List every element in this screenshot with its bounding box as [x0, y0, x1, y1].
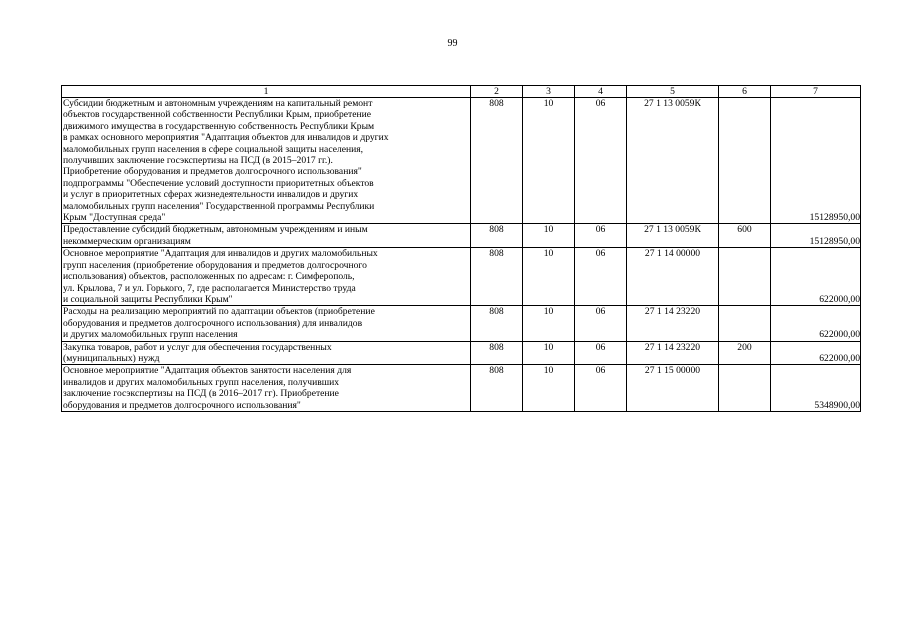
ministry-code: 808	[471, 248, 523, 306]
ministry-code: 808	[471, 341, 523, 365]
expenditure-name: Субсидии бюджетным и автономным учреждениям на капитальный ремонт объектов государственной собственности Республики Крым, приобретение движимого имущества в государственную собственность Республики Крым в рамках основного мероприятия "Адаптация объектов для инвалидов и других маломобильных групп населения в сфере социальной защиты населения, получивших заключение госэкспертизы на ПСД (в 2015–2017 гг.). Приобретение оборудования и предметов долгосрочного использования" подпрограммы "Обеспечение условий доступности приоритетных объектов и услуг в приоритетных сферах жизнедеятельности инвалидов и других маломобильных групп населения" Государственной программы Республики Крым "Доступная среда"	[62, 98, 471, 224]
table-row	[62, 341, 861, 365]
section-code: 10	[523, 98, 575, 224]
page-number: 99	[447, 38, 458, 49]
section-code: 10	[523, 365, 575, 412]
ministry-code: 808	[471, 224, 523, 248]
table-row	[62, 248, 861, 306]
subsection-code: 06	[575, 248, 627, 306]
amount-value: 622000,00	[771, 306, 861, 341]
column-header: 7	[771, 86, 861, 98]
ministry-code: 808	[471, 98, 523, 224]
amount-value: 622000,00	[771, 248, 861, 306]
column-header: 3	[523, 86, 575, 98]
ministry-code: 808	[471, 365, 523, 412]
expenditure-name: Закупка товаров, работ и услуг для обеспечения государственных (муниципальных) нужд	[62, 341, 471, 365]
table-row	[62, 98, 861, 224]
expense-type-code: 600	[719, 224, 771, 248]
table-row	[62, 224, 861, 248]
amount-value: 15128950,00	[771, 98, 861, 224]
column-header: 2	[471, 86, 523, 98]
expense-type-code	[719, 248, 771, 306]
amount-value: 5348900,00	[771, 365, 861, 412]
expense-type-code: 200	[719, 341, 771, 365]
expenditure-name: Основное мероприятие "Адаптация объектов занятости населения для инвалидов и других маломобильных групп населения, получивших заключение госэкспертизы на ПСД (в 2016–2017 гг). Приобретение оборудования и предметов долгосрочного использования"	[62, 365, 471, 412]
amount-value: 15128950,00	[771, 224, 861, 248]
expenditure-name: Основное мероприятие "Адаптация для инвалидов и других маломобильных групп населения (приобретение оборудования и предметов долгосрочного использования) объектов, расположенных по адресам: г. Симферополь, ул. Крылова, 7 и ул. Горького, 7, где располагается Министерство труда и социальной защиты Республики Крым"	[62, 248, 471, 306]
expense-type-code	[719, 365, 771, 412]
subsection-code: 06	[575, 341, 627, 365]
expense-type-code	[719, 306, 771, 341]
target-article-code: 27 1 13 0059К	[627, 224, 719, 248]
column-header: 5	[627, 86, 719, 98]
subsection-code: 06	[575, 306, 627, 341]
section-code: 10	[523, 306, 575, 341]
expenditure-name: Расходы на реализацию мероприятий по адаптации объектов (приобретение оборудования и предметов долгосрочного использования) для инвалидов и других маломобильных групп населения	[62, 306, 471, 341]
column-header: 4	[575, 86, 627, 98]
subsection-code: 06	[575, 365, 627, 412]
subsection-code: 06	[575, 224, 627, 248]
table-row	[62, 365, 861, 412]
target-article-code: 27 1 14 23220	[627, 341, 719, 365]
target-article-code: 27 1 13 0059К	[627, 98, 719, 224]
ministry-code: 808	[471, 306, 523, 341]
section-code: 10	[523, 224, 575, 248]
expense-type-code	[719, 98, 771, 224]
target-article-code: 27 1 15 00000	[627, 365, 719, 412]
subsection-code: 06	[575, 98, 627, 224]
target-article-code: 27 1 14 23220	[627, 306, 719, 341]
amount-value: 622000,00	[771, 341, 861, 365]
section-code: 10	[523, 341, 575, 365]
column-header: 6	[719, 86, 771, 98]
column-header-row	[62, 86, 861, 98]
column-header: 1	[62, 86, 471, 98]
target-article-code: 27 1 14 00000	[627, 248, 719, 306]
section-code: 10	[523, 248, 575, 306]
table-row	[62, 306, 861, 341]
budget-table	[61, 85, 861, 412]
expenditure-name: Предоставление субсидий бюджетным, автономным учреждениям и иным некоммерческим организациям	[62, 224, 471, 248]
